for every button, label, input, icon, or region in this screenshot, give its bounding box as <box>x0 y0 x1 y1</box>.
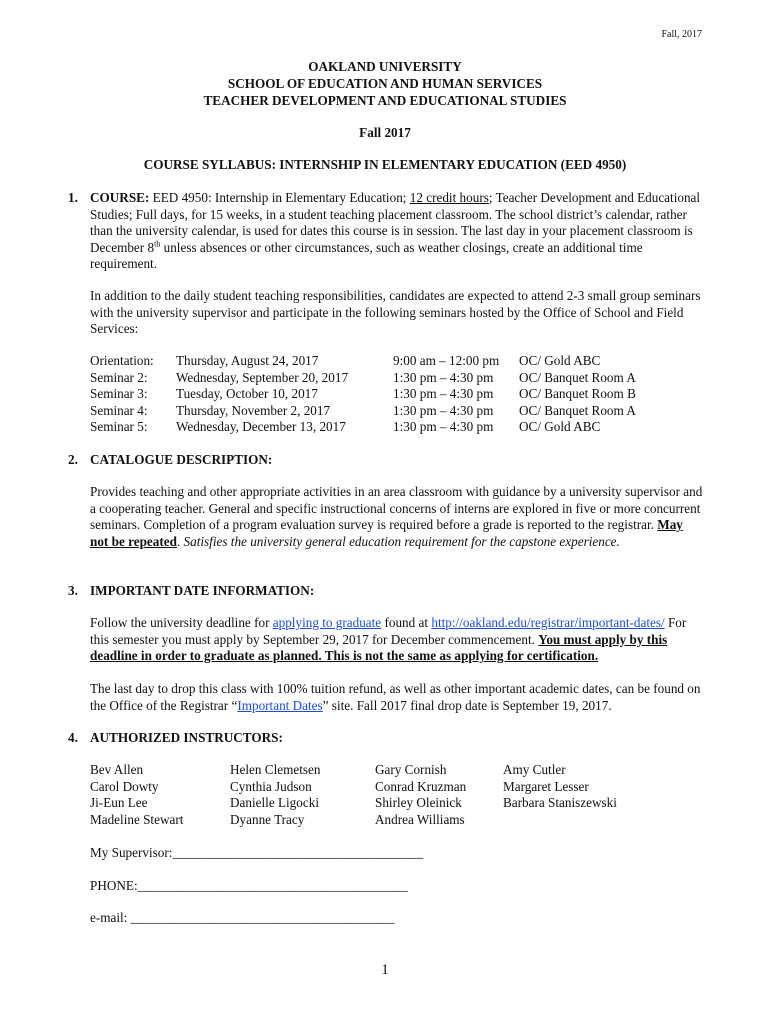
syllabus-page: Fall, 2017 OAKLAND UNIVERSITY SCHOOL OF EDUCATION AND HUMAN SERVICES TEACHER DEVELOPMENT AND EDUCATIONAL STUDIES Fall 2017 COURSE SYLLABUS: INTERNSHIP IN ELEMENTARY EDUCATION (EED 4950) 1. COURSE: EED 4950: Internship in Elementary Education; 12 credit hours; Teacher Development and Educational Studies; Full days, for 15 weeks, in a student teaching placement classroom. The school district’s calendar, rather than the university calendar, is used for dates this course is in session. The last day in your placement classroom is December 8th unless absences or other circumstances, such as weather closings, create an additional time requirement. In addition to the daily student teaching responsibilities, candidates are expected to attend 2-3 small group seminars with the university supervisor and participate in the following seminars hosted by the Office of School and Field Services: Orientation: Thursday, August 24, 2017 9:00 am – 12:00 pm OC/ Gold ABC Seminar 2: Wednesday, September 20, 2017 1:30 pm – 4:30 pm OC/ Banquet Room A Seminar 3: Tuesday, October 10, 2017 1:30 pm – 4:30 pm OC/ Banquet Room B Seminar 4: Thursday, November 2, 2017 1:30 pm – 4:30 pm OC/ Banquet Room A Seminar 5: Wednesday, December 13, 2017 1:30 pm – 4:30 pm OC/ Gold ABC 2. CATALOGUE DESCRIPTION: Provides teaching and other appropriate activities in an area classroom with guidance by a university supervisor and a cooperating teacher. General and specific instructional concerns of interns are explored in five or more concurrent seminars. Completion of a program evaluation survey is required before a grade is reported to the registrar. May not be repeated. Satisfies the university general education requirement for the capstone experience. 3. IMPORTANT DATE INFORMATION: Follow the university deadline for applying to graduate found at http://oakland.edu/registrar/important-dates/ For this semester you must apply by September 29, 2017 for December commencement. You must apply by this deadline in order to graduate as planned. This is not the same as applying for certification. The last day to drop this class with 100% tuition refund, as well as other important academic dates, can be found on the Office of the Registrar “Important Dates” site. Fall 2017 final drop date is September 19, 2017. 4. AUTHORIZED INSTRUCTORS: Bev Allen Carol Dowty Ji-Eun Lee Madeline Stewart Helen Clemetsen Cynthia Judson Danielle Ligocki Dyanne Tracy Gary Cornish Conrad Kruzman Shirley Oleinick Andrea Williams Amy Cutler Margaret Lesser Barbara Staniszewski My Supervisor:______________________________________ PHONE:_________________________________________ e-mail: ________________________________________ 1 <box>0 0 770 1024</box>
institution-header <box>0 58 770 109</box>
seminar-intro <box>68 288 704 338</box>
university-name: OAKLAND UNIVERSITY <box>308 59 462 74</box>
instructor-column: Amy Cutler Margaret Lesser Barbara Staniszewski <box>503 762 617 811</box>
section-heading: CATALOGUE DESCRIPTION: <box>90 452 273 467</box>
section-instructors <box>68 730 704 747</box>
drop-paragraph: The last day to drop this class with 100% tuition refund, as well as other important academic dates, can be found on the Office of the Registrar “Important Dates” site. Fall 2017 final drop date is September 19, 2017. <box>90 681 701 713</box>
not-repeated-note: May not be repeated <box>90 517 683 549</box>
deadline-warning: You must apply by this deadline in order to graduate as planned. This is not the same as applying for certification. <box>90 631 668 664</box>
email-field[interactable]: e-mail: ________________________________________ <box>90 910 395 925</box>
section-number: 4. <box>68 730 78 745</box>
catalogue-paragraph: Provides teaching and other appropriate activities in an area classroom with guidance by a university supervisor and a cooperating teacher. General and specific instructional concerns of interns are explored in five or more concurrent seminars. Completion of a program evaluation survey is required before a grade is reported to the registrar. May not be repeated. Satisfies the university general education requirement for the capstone experience. <box>90 484 703 549</box>
instructor-column: Gary Cornish Conrad Kruzman Shirley Oleinick Andrea Williams <box>375 762 467 827</box>
course-label: COURSE: <box>90 190 150 205</box>
seminar-intro-paragraph: In addition to the daily student teaching responsibilities, candidates are expected to attend 2-3 small group seminars with the university supervisor and participate in the following seminars hosted by the Office of School and Field Services: <box>90 288 701 337</box>
catalogue-description <box>68 484 704 550</box>
section-catalogue <box>68 452 704 469</box>
deadline-paragraph: Follow the university deadline for applying to graduate found at http://oakland.edu/registrar/important-dates/ For this semester you must apply by September 29, 2017 for December commencement. You must apply by this deadline in order to graduate as planned. This is not the same as applying for certification. <box>90 615 687 664</box>
graduation-deadline <box>68 615 704 665</box>
section-dates <box>68 583 704 600</box>
important-dates-link[interactable]: Important Dates <box>237 697 323 713</box>
section-heading: AUTHORIZED INSTRUCTORS: <box>90 730 283 745</box>
school-name: SCHOOL OF EDUCATION AND HUMAN SERVICES <box>227 76 543 91</box>
department-name: TEACHER DEVELOPMENT AND EDUCATIONAL STUDIES <box>203 93 567 108</box>
drop-date-info <box>68 681 704 714</box>
supervisor-field[interactable]: My Supervisor:______________________________________ <box>90 845 423 860</box>
running-header: Fall, 2017 <box>661 29 702 40</box>
section-number: 3. <box>68 583 78 598</box>
section-number: 1. <box>68 190 78 205</box>
term-title: Fall 2017 <box>359 125 411 140</box>
instructor-column: Helen Clemetsen Cynthia Judson Danielle Ligocki Dyanne Tracy <box>230 762 321 827</box>
syllabus-title: COURSE SYLLABUS: INTERNSHIP IN ELEMENTARY EDUCATION (EED 4950) <box>143 157 627 172</box>
section-heading: IMPORTANT DATE INFORMATION: <box>90 583 315 598</box>
page-number: 1 <box>381 962 389 978</box>
important-dates-url-link[interactable]: http://oakland.edu/registrar/important-dates/ <box>431 615 665 630</box>
phone-field[interactable]: PHONE:_________________________________________ <box>90 878 408 893</box>
instructor-column: Bev Allen Carol Dowty Ji-Eun Lee Madeline Stewart <box>90 762 184 827</box>
capstone-note: Satisfies the university general education requirement for the capstone experience. <box>183 533 620 549</box>
course-paragraph: COURSE: EED 4950: Internship in Elementary Education; 12 credit hours; Teacher Development and Educational Studies; Full days, for 15 weeks, in a student teaching placement classroom. The school district’s calendar, rather than the university calendar, is used for dates this course is in session. The last day in your placement classroom is December 8th unless absences or other circumstances, such as weather closings, create an additional time requirement. <box>90 190 701 272</box>
section-number: 2. <box>68 452 78 467</box>
credit-hours: 12 credit hours <box>409 190 489 205</box>
section-course <box>68 190 704 273</box>
applying-to-graduate-link[interactable]: applying to graduate <box>272 615 382 630</box>
